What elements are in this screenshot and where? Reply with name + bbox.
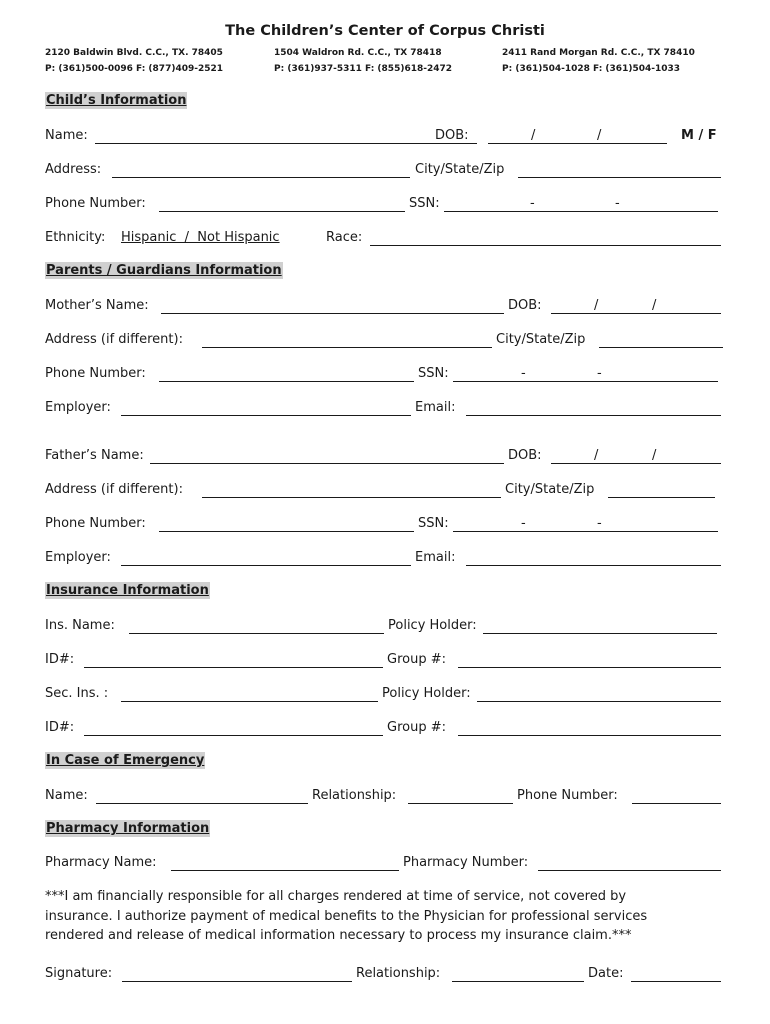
child-phone-field[interactable] — [159, 211, 405, 212]
label-ssn: SSN: — [409, 196, 440, 211]
mother-name-field[interactable] — [161, 313, 504, 314]
child-address-field[interactable] — [112, 177, 410, 178]
date-separator: / — [594, 298, 599, 313]
mother-employer-field[interactable] — [121, 415, 411, 416]
location-contact: P: (361)937-5311 F: (855)618-2472 — [274, 64, 453, 74]
mother-dob-field[interactable] — [551, 313, 721, 314]
signature-relationship-field[interactable] — [452, 981, 584, 982]
label-city-state-zip: City/State/Zip — [496, 332, 586, 347]
label-phone: Phone Number: — [45, 516, 146, 531]
father-employer-field[interactable] — [121, 565, 411, 566]
row-ins-id — [45, 651, 725, 671]
sec-policy-holder-field[interactable] — [477, 701, 721, 702]
ethnicity-options[interactable]: Hispanic / Not Hispanic — [121, 230, 280, 245]
label-policy-holder: Policy Holder: — [382, 686, 471, 701]
ins-name-field[interactable] — [129, 633, 384, 634]
child-race-field[interactable] — [370, 245, 721, 246]
sec-ins-group-field[interactable] — [458, 735, 721, 736]
label-relationship: Relationship: — [356, 966, 441, 981]
location-contact: P: (361)504-1028 F: (361)504-1033 — [502, 64, 681, 74]
label-address: Address: — [45, 162, 102, 177]
row-father-employer — [45, 549, 725, 569]
row-father-phone — [45, 515, 725, 535]
row-pharmacy — [45, 854, 725, 874]
mother-city-field[interactable] — [599, 347, 723, 348]
row-mother-phone — [45, 365, 725, 385]
date-separator: / — [597, 128, 602, 143]
date-separator: / — [594, 448, 599, 463]
row-mother-address — [45, 331, 725, 351]
label-policy-holder: Policy Holder: — [388, 618, 477, 633]
label-phone: Phone Number: — [45, 196, 146, 211]
row-child-name — [45, 127, 725, 147]
ins-group-field[interactable] — [458, 667, 721, 668]
policy-holder-field[interactable] — [483, 633, 717, 634]
label-city-state-zip: City/State/Zip — [505, 482, 595, 497]
label-sec-ins: Sec. Ins. : — [45, 686, 109, 701]
location-contact: P: (361)500-0096 F: (877)409-2521 — [45, 64, 224, 74]
statement-line: insurance. I authorize payment of medical benefits to the Physician for professional services — [45, 908, 648, 924]
label-pharmacy-number: Pharmacy Number: — [403, 855, 529, 870]
row-emergency-contact — [45, 787, 725, 807]
label-employer: Employer: — [45, 550, 111, 565]
father-phone-field[interactable] — [159, 531, 414, 532]
ssn-separator: - — [521, 516, 526, 531]
row-father-name — [45, 447, 725, 467]
location-address: 2411 Rand Morgan Rd. C.C., TX 78410 — [502, 48, 695, 58]
label-dob: DOB: — [508, 298, 542, 313]
row-child-address — [45, 161, 725, 181]
label-ethnicity: Ethnicity: — [45, 230, 106, 245]
label-employer: Employer: — [45, 400, 111, 415]
section-insurance-information: Insurance Information — [46, 583, 209, 598]
label-phone: Phone Number: — [517, 788, 618, 803]
label-email: Email: — [415, 400, 456, 415]
ssn-separator: - — [615, 196, 620, 211]
section-pharmacy-information: Pharmacy Information — [46, 821, 210, 836]
label-group: Group #: — [387, 720, 446, 735]
ssn-separator: - — [530, 196, 535, 211]
ins-id-field[interactable] — [84, 667, 383, 668]
father-city-field[interactable] — [608, 497, 715, 498]
row-father-address — [45, 481, 725, 501]
mother-ssn-field[interactable] — [453, 381, 718, 382]
father-ssn-field[interactable] — [453, 531, 718, 532]
father-email-field[interactable] — [466, 565, 721, 566]
sec-ins-id-field[interactable] — [84, 735, 383, 736]
ssn-separator: - — [597, 516, 602, 531]
row-mother-employer — [45, 399, 725, 419]
emergency-phone-field[interactable] — [632, 803, 721, 804]
location-baldwin — [45, 45, 223, 77]
label-id: ID#: — [45, 652, 75, 667]
child-city-field[interactable] — [518, 177, 721, 178]
signature-field[interactable] — [122, 981, 352, 982]
section-child-information: Child’s Information — [46, 93, 187, 108]
label-ssn: SSN: — [418, 366, 449, 381]
row-ins-name — [45, 617, 725, 637]
row-signature — [45, 965, 725, 985]
location-address: 2120 Baldwin Blvd. C.C., TX. 78405 — [45, 48, 223, 58]
sex-options[interactable]: M / F — [681, 128, 717, 143]
child-name-field[interactable] — [95, 143, 477, 144]
row-child-ethnicity — [45, 229, 725, 249]
label-phone: Phone Number: — [45, 366, 146, 381]
statement-line: rendered and release of medical information necessary to process my insurance claim.*** — [45, 928, 632, 943]
mother-address-field[interactable] — [202, 347, 492, 348]
row-sec-ins — [45, 685, 725, 705]
label-dob: DOB: — [508, 448, 542, 463]
mother-phone-field[interactable] — [159, 381, 414, 382]
date-separator: / — [652, 448, 657, 463]
date-separator: / — [652, 298, 657, 313]
form-title: The Children’s Center of Corpus Christi — [225, 23, 545, 39]
row-sec-ins-id — [45, 719, 725, 739]
row-mother-name — [45, 297, 725, 317]
ssn-separator: - — [521, 366, 526, 381]
label-signature: Signature: — [45, 966, 113, 981]
label-mother-name: Mother’s Name: — [45, 298, 149, 313]
label-pharmacy-name: Pharmacy Name: — [45, 855, 157, 870]
location-address: 1504 Waldron Rd. C.C., TX 78418 — [274, 48, 442, 58]
father-address-field[interactable] — [202, 497, 501, 498]
statement-line: ***I am financially responsible for all charges rendered at time of service, not covered by — [45, 889, 627, 904]
label-relationship: Relationship: — [312, 788, 397, 803]
date-separator: / — [531, 128, 536, 143]
section-emergency: In Case of Emergency — [46, 753, 205, 768]
label-father-name: Father’s Name: — [45, 448, 144, 463]
section-parents-information: Parents / Guardians Information — [46, 263, 282, 278]
location-rand-morgan — [502, 45, 695, 77]
label-id: ID#: — [45, 720, 75, 735]
father-dob-field[interactable] — [551, 463, 721, 464]
emergency-relationship-field[interactable] — [408, 803, 513, 804]
label-name: Name: — [45, 128, 88, 143]
label-ssn: SSN: — [418, 516, 449, 531]
financial-responsibility-statement — [45, 887, 725, 946]
ssn-separator: - — [597, 366, 602, 381]
label-email: Email: — [415, 550, 456, 565]
label-group: Group #: — [387, 652, 446, 667]
emergency-name-field[interactable] — [96, 803, 308, 804]
child-ssn-field[interactable] — [444, 211, 718, 212]
label-race: Race: — [326, 230, 363, 245]
label-address-if-different: Address (if different): — [45, 482, 183, 497]
row-child-phone — [45, 195, 725, 215]
location-waldron — [274, 45, 452, 77]
signature-date-field[interactable] — [631, 981, 721, 982]
child-dob-field[interactable] — [488, 143, 667, 144]
label-name: Name: — [45, 788, 88, 803]
label-address-if-different: Address (if different): — [45, 332, 183, 347]
label-date: Date: — [588, 966, 624, 981]
label-ins-name: Ins. Name: — [45, 618, 115, 633]
mother-email-field[interactable] — [466, 415, 721, 416]
label-dob: DOB: — [435, 128, 469, 143]
father-name-field[interactable] — [150, 463, 504, 464]
label-city-state-zip: City/State/Zip — [415, 162, 505, 177]
pharmacy-number-field[interactable] — [538, 870, 721, 871]
sec-ins-field[interactable] — [121, 701, 378, 702]
pharmacy-name-field[interactable] — [171, 870, 399, 871]
